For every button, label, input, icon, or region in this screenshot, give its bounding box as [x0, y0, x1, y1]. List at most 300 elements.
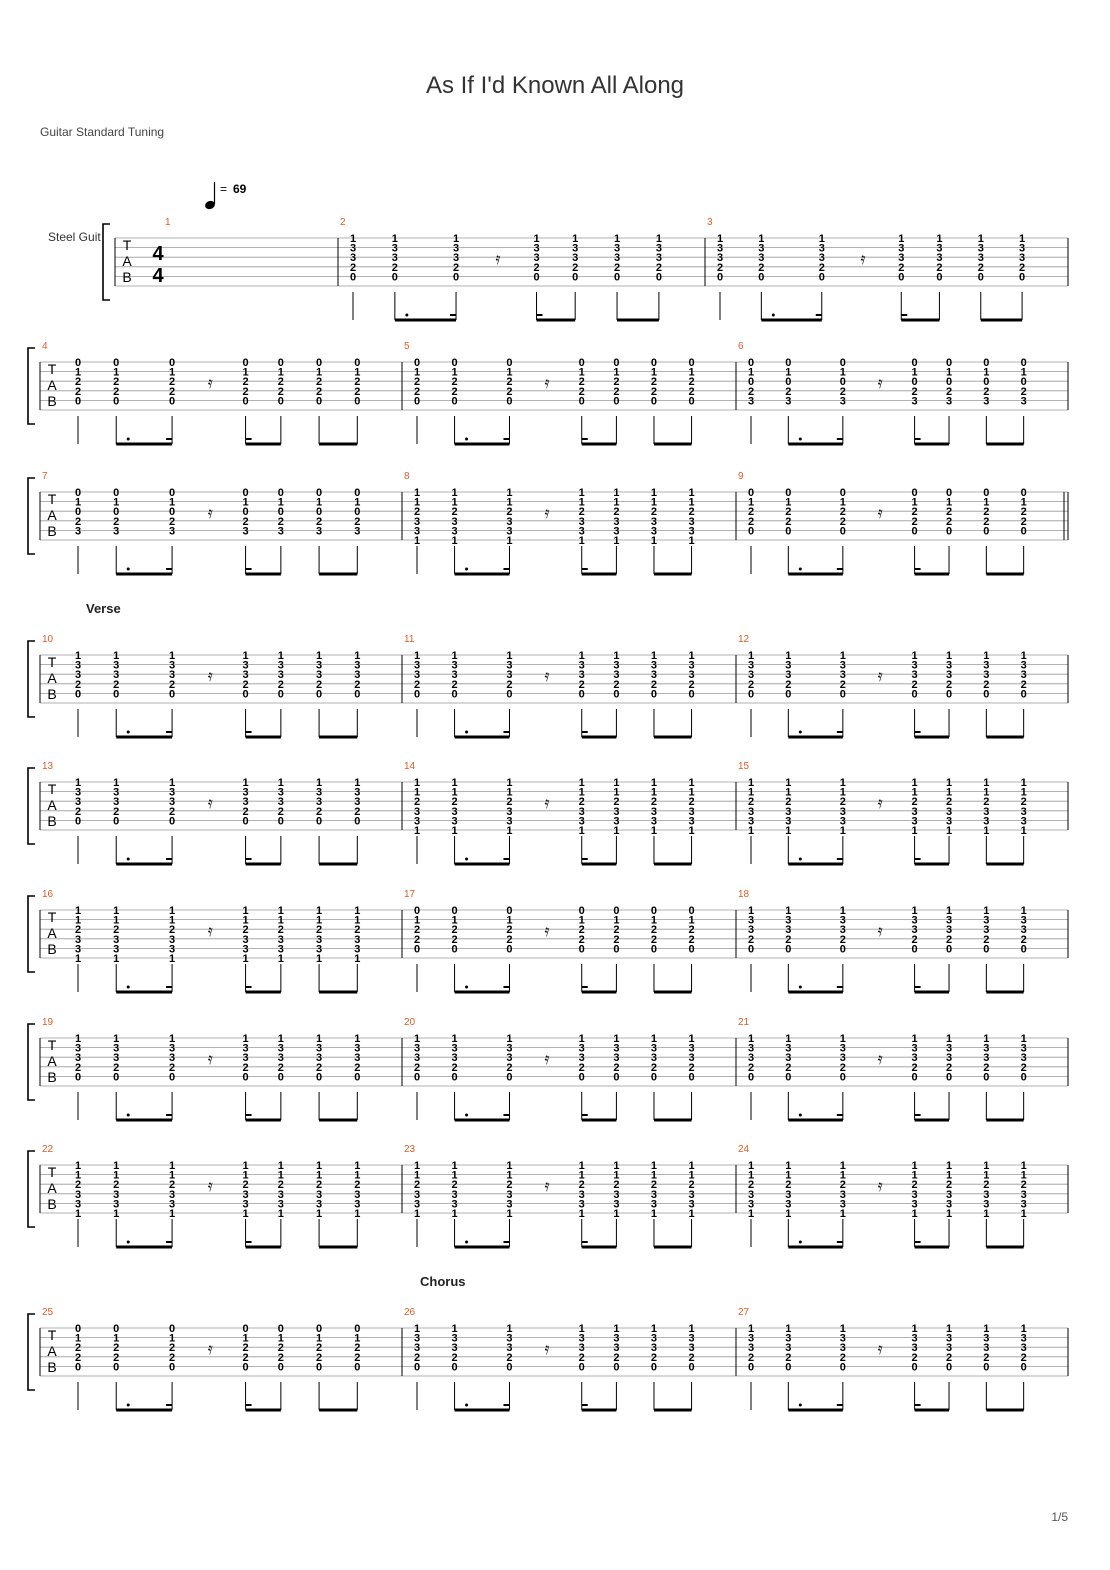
- fret-number: 3: [983, 805, 990, 818]
- tab-clef-b: B: [47, 813, 57, 829]
- fret-number: 3: [650, 659, 658, 672]
- fret-number: 0: [169, 395, 176, 408]
- fret-number: 2: [688, 1351, 695, 1364]
- fret-number: 1: [451, 1208, 458, 1220]
- fret-number: 3: [785, 1198, 792, 1211]
- fret-number: 3: [945, 1332, 953, 1345]
- fret-number: 3: [169, 933, 176, 946]
- fret-number: 3: [688, 659, 695, 672]
- fret-number: 2: [413, 376, 421, 389]
- fret-number: 1: [945, 1160, 953, 1172]
- fret-number: 1: [413, 1033, 421, 1045]
- fret-number: 0: [688, 357, 695, 369]
- fret-number: 3: [506, 815, 513, 828]
- fret-number: 0: [242, 487, 249, 499]
- fret-number: 0: [688, 1361, 695, 1374]
- fret-number: 2: [839, 796, 846, 809]
- fret-number: 3: [1020, 1332, 1027, 1345]
- fret-number: 0: [506, 943, 513, 956]
- fret-number: 0: [316, 1323, 323, 1335]
- fret-number: 0: [451, 688, 458, 701]
- fret-number: 3: [413, 669, 421, 682]
- fret-number: 1: [1020, 1169, 1027, 1182]
- fret-number: 2: [354, 376, 361, 389]
- fret-number: 0: [451, 1361, 458, 1374]
- fret-number: 1: [578, 1208, 585, 1220]
- fret-number: 3: [506, 1342, 513, 1355]
- fret-number: 3: [316, 525, 323, 538]
- rest-symbol: 𝄿: [207, 375, 213, 392]
- fret-number: 2: [451, 796, 458, 809]
- fret-number: 3: [839, 1052, 846, 1065]
- fret-number: 0: [688, 943, 695, 956]
- fret-number: 3: [354, 1198, 361, 1211]
- fret-number: 1: [74, 905, 82, 917]
- tab-clef-a: A: [47, 1053, 57, 1069]
- fret-number: 1: [354, 1208, 361, 1220]
- fret-number: 3: [391, 252, 398, 265]
- fret-number: 1: [747, 777, 755, 789]
- fret-number: 1: [747, 650, 755, 662]
- fret-number: 3: [747, 1342, 755, 1355]
- fret-number: 0: [277, 688, 284, 701]
- fret-number: 3: [688, 805, 695, 818]
- fret-number: 3: [911, 1342, 918, 1355]
- measure-number: 6: [738, 341, 744, 352]
- fret-number: 1: [613, 496, 620, 509]
- tab-clef-t: T: [47, 654, 57, 670]
- fret-number: 1: [839, 496, 846, 509]
- fret-number: 2: [413, 796, 421, 809]
- fret-number: 2: [839, 515, 846, 528]
- fret-number: 3: [747, 805, 755, 818]
- fret-number: 1: [113, 1169, 120, 1182]
- fret-number: 2: [506, 376, 513, 389]
- fret-number: 2: [113, 385, 120, 398]
- fret-number: 3: [316, 1198, 323, 1211]
- fret-number: 1: [839, 1323, 846, 1335]
- fret-number: 3: [747, 1332, 755, 1345]
- fret-number: 0: [316, 506, 323, 519]
- fret-number: 1: [1020, 905, 1027, 917]
- fret-number: 3: [578, 1342, 585, 1355]
- fret-number: 1: [74, 777, 82, 789]
- fret-number: 2: [169, 1061, 176, 1074]
- fret-number: 1: [983, 1169, 990, 1182]
- rest-symbol: 𝄿: [207, 668, 213, 685]
- fret-number: 3: [578, 525, 585, 538]
- fret-number: 3: [572, 242, 579, 255]
- fret-number: 3: [277, 1052, 284, 1065]
- fret-number: 3: [413, 1342, 421, 1355]
- fret-number: 0: [1020, 376, 1027, 389]
- fret-number: 3: [839, 669, 846, 682]
- fret-number: 3: [506, 805, 513, 818]
- fret-number: 3: [1019, 252, 1026, 265]
- fret-number: 1: [839, 1169, 846, 1182]
- fret-number: 0: [242, 1361, 249, 1374]
- fret-number: 3: [506, 1332, 513, 1345]
- system-bracket: [28, 1314, 35, 1390]
- fret-number: 1: [613, 650, 620, 662]
- fret-number: 3: [613, 1332, 620, 1345]
- fret-number: 3: [506, 1198, 513, 1211]
- tab-clef-a: A: [47, 670, 57, 686]
- fret-number: 1: [413, 487, 421, 499]
- fret-number: 2: [506, 506, 513, 519]
- fret-number: 0: [613, 688, 620, 701]
- fret-number: 3: [785, 815, 792, 828]
- measure-number: 20: [404, 1017, 416, 1028]
- fret-number: 3: [747, 924, 755, 937]
- fret-number: 2: [354, 1351, 361, 1364]
- fret-number: 3: [74, 1052, 82, 1065]
- fret-number: 2: [413, 924, 421, 937]
- fret-number: 1: [242, 777, 249, 789]
- fret-number: 0: [413, 688, 421, 701]
- fret-number: 2: [242, 1342, 249, 1355]
- fret-number: 0: [113, 487, 120, 499]
- fret-number: 0: [354, 1361, 361, 1374]
- fret-number: 0: [1020, 943, 1027, 956]
- fret-number: 1: [452, 233, 460, 245]
- fret-number: 2: [533, 261, 540, 274]
- fret-number: 0: [945, 525, 953, 538]
- fret-number: 0: [452, 271, 460, 284]
- fret-number: 1: [169, 1208, 176, 1220]
- fret-number: 2: [839, 933, 846, 946]
- fret-number: 1: [688, 535, 695, 547]
- fret-number: 1: [413, 777, 421, 789]
- fret-number: 0: [451, 905, 458, 917]
- fret-number: 2: [983, 515, 990, 528]
- fret-number: 3: [650, 815, 658, 828]
- fret-number: 0: [613, 905, 620, 917]
- fret-number: 2: [945, 933, 953, 946]
- fret-number: 0: [451, 1071, 458, 1084]
- fret-number: 1: [169, 650, 176, 662]
- fret-number: 1: [451, 366, 458, 379]
- fret-number: 0: [74, 1071, 82, 1084]
- fret-number: 2: [688, 678, 695, 691]
- fret-number: 0: [945, 943, 953, 956]
- fret-number: 3: [413, 515, 421, 528]
- fret-number: 3: [716, 252, 724, 265]
- fret-number: 0: [911, 487, 918, 499]
- fret-number: 1: [1020, 786, 1027, 799]
- fret-number: 3: [451, 1052, 458, 1065]
- measure-number: 7: [42, 471, 48, 482]
- fret-number: 3: [1020, 1342, 1027, 1355]
- fret-number: 3: [785, 395, 792, 408]
- fret-number: 3: [277, 943, 284, 956]
- fret-number: 1: [911, 1323, 918, 1335]
- fret-number: 3: [349, 242, 357, 255]
- fret-number: 2: [945, 506, 953, 519]
- fret-number: 3: [945, 1198, 953, 1211]
- fret-number: 0: [983, 525, 990, 538]
- fret-number: 1: [785, 825, 792, 837]
- fret-number: 2: [506, 678, 513, 691]
- fret-number: 3: [169, 796, 176, 809]
- fret-number: 3: [650, 1332, 658, 1345]
- instrument-name: Steel Guit: [48, 230, 101, 244]
- fret-number: 3: [242, 1052, 249, 1065]
- fret-number: 3: [277, 786, 284, 799]
- dotted-note-dot: [127, 568, 130, 571]
- dotted-note-dot: [772, 314, 775, 317]
- fret-number: 2: [911, 678, 918, 691]
- fret-number: 3: [533, 252, 540, 265]
- fret-number: 3: [650, 525, 658, 538]
- fret-number: 2: [74, 376, 82, 389]
- fret-number: 3: [613, 525, 620, 538]
- fret-number: 2: [316, 385, 323, 398]
- fret-number: 3: [506, 1188, 513, 1201]
- fret-number: 2: [650, 376, 658, 389]
- fret-number: 1: [316, 1033, 323, 1045]
- fret-number: 1: [613, 825, 620, 837]
- fret-number: 2: [113, 1351, 120, 1364]
- fret-number: 0: [650, 357, 658, 369]
- fret-number: 1: [349, 233, 357, 245]
- fret-number: 3: [613, 805, 620, 818]
- fret-number: 1: [242, 1169, 249, 1182]
- fret-number: 1: [169, 1169, 176, 1182]
- tab-clef-a: A: [47, 377, 57, 393]
- fret-number: 2: [349, 261, 357, 274]
- fret-number: 2: [169, 515, 176, 528]
- fret-number: 3: [354, 1052, 361, 1065]
- system-bracket: [103, 224, 110, 300]
- fret-number: 1: [506, 1169, 513, 1182]
- fret-number: 1: [451, 777, 458, 789]
- fret-number: 1: [839, 786, 846, 799]
- fret-number: 3: [242, 796, 249, 809]
- fret-number: 2: [747, 1061, 755, 1074]
- fret-number: 0: [747, 487, 755, 499]
- fret-number: 2: [572, 261, 579, 274]
- fret-number: 3: [983, 924, 990, 937]
- fret-number: 1: [277, 1033, 284, 1045]
- fret-number: 1: [747, 1160, 755, 1172]
- fret-number: 3: [354, 786, 361, 799]
- dotted-note-dot: [465, 858, 468, 861]
- measure-number: 22: [42, 1144, 54, 1155]
- fret-number: 0: [506, 1361, 513, 1374]
- fret-number: 3: [911, 1042, 918, 1055]
- fret-number: 1: [983, 366, 990, 379]
- fret-number: 3: [977, 252, 984, 265]
- fret-number: 1: [451, 1033, 458, 1045]
- fret-number: 0: [945, 688, 953, 701]
- fret-number: 3: [578, 1332, 585, 1345]
- fret-number: 1: [983, 825, 990, 837]
- rest-symbol: 𝄿: [877, 923, 883, 940]
- fret-number: 0: [578, 357, 585, 369]
- fret-number: 0: [506, 1071, 513, 1084]
- fret-number: 1: [242, 496, 249, 509]
- fret-number: 2: [451, 506, 458, 519]
- fret-number: 1: [277, 496, 284, 509]
- fret-number: 1: [650, 1208, 658, 1220]
- fret-number: 0: [349, 271, 357, 284]
- dotted-note-dot: [127, 1114, 130, 1117]
- fret-number: 0: [277, 506, 284, 519]
- fret-number: 3: [451, 1188, 458, 1201]
- fret-number: 3: [242, 933, 249, 946]
- fret-number: 0: [747, 357, 755, 369]
- fret-number: 1: [977, 233, 984, 245]
- fret-number: 1: [277, 1169, 284, 1182]
- fret-number: 0: [945, 487, 953, 499]
- measure-number: 11: [404, 634, 415, 645]
- fret-number: 3: [1020, 395, 1027, 408]
- fret-number: 1: [316, 1332, 323, 1345]
- tab-clef-b: B: [47, 523, 57, 539]
- fret-number: 3: [506, 659, 513, 672]
- fret-number: 1: [316, 1208, 323, 1220]
- fret-number: 2: [316, 1342, 323, 1355]
- fret-number: 0: [747, 1071, 755, 1084]
- measure-number: 13: [42, 761, 54, 772]
- fret-number: 3: [898, 252, 905, 265]
- rest-symbol: 𝄿: [495, 251, 501, 268]
- fret-number: 1: [506, 535, 513, 547]
- fret-number: 1: [613, 233, 621, 245]
- fret-number: 2: [650, 678, 658, 691]
- fret-number: 1: [74, 953, 82, 965]
- fret-number: 1: [451, 825, 458, 837]
- fret-number: 0: [316, 395, 323, 408]
- tab-clef-a: A: [47, 925, 57, 941]
- fret-number: 1: [818, 233, 825, 245]
- rest-symbol: 𝄿: [544, 668, 550, 685]
- fret-number: 1: [169, 905, 176, 917]
- fret-number: 0: [898, 271, 905, 284]
- fret-number: 1: [613, 366, 620, 379]
- fret-number: 2: [839, 678, 846, 691]
- fret-number: 1: [747, 825, 755, 837]
- dotted-note-dot: [127, 731, 130, 734]
- fret-number: 1: [277, 650, 284, 662]
- fret-number: 1: [911, 905, 918, 917]
- fret-number: 3: [983, 669, 990, 682]
- fret-number: 0: [242, 395, 249, 408]
- fret-number: 2: [758, 261, 765, 274]
- fret-number: 2: [785, 506, 792, 519]
- fret-number: 1: [354, 1160, 361, 1172]
- rest-symbol: 𝄿: [877, 1341, 883, 1358]
- fret-number: 3: [113, 1188, 120, 1201]
- fret-number: 2: [316, 805, 323, 818]
- rest-symbol: 𝄿: [877, 375, 883, 392]
- fret-number: 0: [1020, 1071, 1027, 1084]
- fret-number: 1: [1020, 1160, 1027, 1172]
- fret-number: 3: [242, 1188, 249, 1201]
- measure-number: 9: [738, 471, 744, 482]
- fret-number: 1: [451, 487, 458, 499]
- fret-number: 0: [945, 376, 953, 389]
- fret-number: 1: [839, 905, 846, 917]
- fret-number: 1: [506, 496, 513, 509]
- fret-number: 0: [945, 357, 953, 369]
- fret-number: 3: [413, 805, 421, 818]
- fret-number: 1: [688, 496, 695, 509]
- tab-clef-b: B: [47, 686, 57, 702]
- fret-number: 0: [911, 943, 918, 956]
- fret-number: 2: [277, 515, 284, 528]
- fret-number: 2: [785, 933, 792, 946]
- fret-number: 3: [242, 786, 249, 799]
- fret-number: 1: [74, 1160, 82, 1172]
- fret-number: 3: [277, 933, 284, 946]
- fret-number: 1: [650, 1160, 658, 1172]
- fret-number: 3: [578, 1042, 585, 1055]
- fret-number: 2: [354, 678, 361, 691]
- fret-number: 1: [242, 1208, 249, 1220]
- fret-number: 1: [578, 496, 585, 509]
- fret-number: 2: [613, 506, 620, 519]
- fret-number: 3: [688, 1042, 695, 1055]
- fret-number: 3: [169, 659, 176, 672]
- dotted-note-dot: [799, 1114, 802, 1117]
- tab-clef-t: T: [122, 237, 132, 253]
- fret-number: 0: [911, 688, 918, 701]
- fret-number: 3: [572, 252, 579, 265]
- fret-number: 2: [354, 515, 361, 528]
- fret-number: 0: [839, 525, 846, 538]
- section-label: Chorus: [420, 1274, 466, 1289]
- fret-number: 2: [613, 261, 621, 274]
- fret-number: 0: [74, 688, 82, 701]
- fret-number: 2: [242, 1179, 249, 1192]
- fret-number: 2: [716, 261, 724, 274]
- fret-number: 1: [578, 825, 585, 837]
- fret-number: 0: [169, 357, 176, 369]
- fret-number: 1: [613, 1160, 620, 1172]
- fret-number: 3: [785, 659, 792, 672]
- fret-number: 3: [74, 933, 82, 946]
- fret-number: 2: [578, 1351, 585, 1364]
- fret-number: 1: [451, 914, 458, 927]
- measure-number: 19: [42, 1017, 54, 1028]
- fret-number: 3: [113, 933, 120, 946]
- fret-number: 1: [785, 777, 792, 789]
- fret-number: 1: [983, 905, 990, 917]
- rest-symbol: 𝄿: [207, 505, 213, 522]
- fret-number: 3: [839, 659, 846, 672]
- fret-number: 3: [413, 815, 421, 828]
- fret-number: 1: [945, 366, 953, 379]
- measure-number: 21: [738, 1017, 750, 1028]
- fret-number: 2: [277, 1342, 284, 1355]
- rest-symbol: 𝄿: [877, 1051, 883, 1068]
- fret-number: 0: [839, 688, 846, 701]
- fret-number: 1: [316, 366, 323, 379]
- fret-number: 2: [1020, 506, 1027, 519]
- fret-number: 3: [911, 1198, 918, 1211]
- measure-number: 3: [707, 217, 713, 228]
- measure-number: 1: [165, 217, 171, 228]
- fret-number: 0: [113, 395, 120, 408]
- fret-number: 3: [277, 1198, 284, 1211]
- fret-number: 3: [898, 242, 905, 255]
- fret-number: 1: [169, 1033, 176, 1045]
- fret-number: 0: [277, 1361, 284, 1374]
- fret-number: 2: [1020, 515, 1027, 528]
- fret-number: 1: [74, 914, 82, 927]
